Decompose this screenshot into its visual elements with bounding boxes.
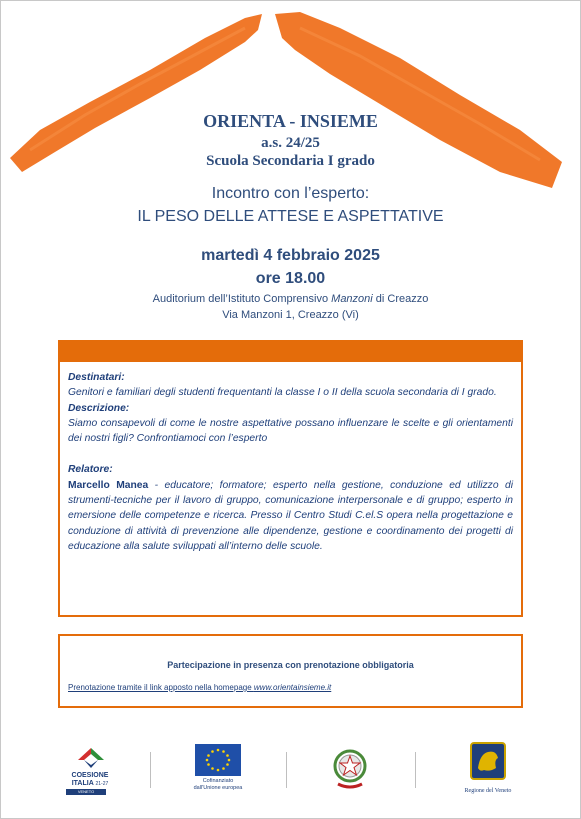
eu-line1: Cofinanziato [202, 778, 234, 784]
event-date: martedì 4 febbraio 2025 [201, 247, 380, 264]
speaker-label: Relatore: [68, 464, 113, 476]
recipients-text: Genitori e familiari degli studenti frequentanti la classe I o II della scuola secondaria di I grado. [68, 387, 497, 399]
regione-veneto-logo [470, 742, 506, 780]
event-venue: Auditorium dell’Istituto Comprensivo Manzoni di Creazzo [152, 293, 429, 305]
info-header-bar [58, 340, 523, 362]
logo-separator [286, 752, 287, 788]
meeting-intro: Incontro con l’esperto: [211, 185, 370, 202]
logo-separator [415, 752, 416, 788]
logo-separator [150, 752, 151, 788]
coesione-region: VENETO [77, 789, 95, 794]
speaker-text: Marcello Manea - educatore; formatore; esperto nella gestione, conduzione ed utilizzo di strumenti-tecniche per il lavoro di gruppo, comunicazione interpersonale e di gruppo; esperto in emersione delle competenze e ricerca. Presso il Centro Studi C.el.S opera nella progettazione e conduzione di attività di prevenzione alle dipendenze, gestione e coordinamento dei progetti di educazione alla salute sviluppati all’interno delle scuole. [68, 479, 513, 552]
participation-box [58, 634, 523, 708]
footer-logos [0, 738, 581, 802]
event-time: ore 18.00 [255, 270, 326, 287]
info-content [68, 370, 513, 554]
coesione-line1: COESIONE [71, 772, 109, 779]
school-year: a.s. 24/25 [261, 135, 320, 151]
booking-link[interactable]: Prenotazione tramite il link apposto nella homepage www.orientainsieme.it [68, 683, 332, 692]
description-label: Descrizione: [68, 402, 130, 414]
meeting-topic: IL PESO DELLE ATTESE E ASPETTATIVE [137, 208, 444, 225]
booking-url[interactable]: www.orientainsieme.it [253, 683, 332, 692]
veneto-label: Regione del Veneto [464, 788, 512, 794]
recipients-label: Destinatari: [68, 372, 125, 383]
event-title: ORIENTA - INSIEME [203, 111, 378, 131]
eu-line2: dall'Unione europea [193, 785, 243, 791]
school-level: Scuola Secondaria I grado [206, 153, 375, 169]
event-address: Via Manzoni 1, Creazzo (Vi) [222, 309, 359, 321]
description-text: Siamo consapevoli di come le nostre aspettative possano influenzare le scelte e gli orientamenti dei nostri figli? Confrontiamoci con l’esperto [68, 417, 513, 445]
coesione-line2: ITALIA 21-27 [71, 780, 109, 787]
coesione-italia-logo [76, 746, 106, 770]
participation-title: Partecipazione in presenza con prenotazione obbligatoria [167, 660, 414, 670]
roof-illustration [0, 0, 581, 200]
eu-flag-logo [195, 744, 241, 776]
italian-republic-emblem [330, 744, 370, 794]
